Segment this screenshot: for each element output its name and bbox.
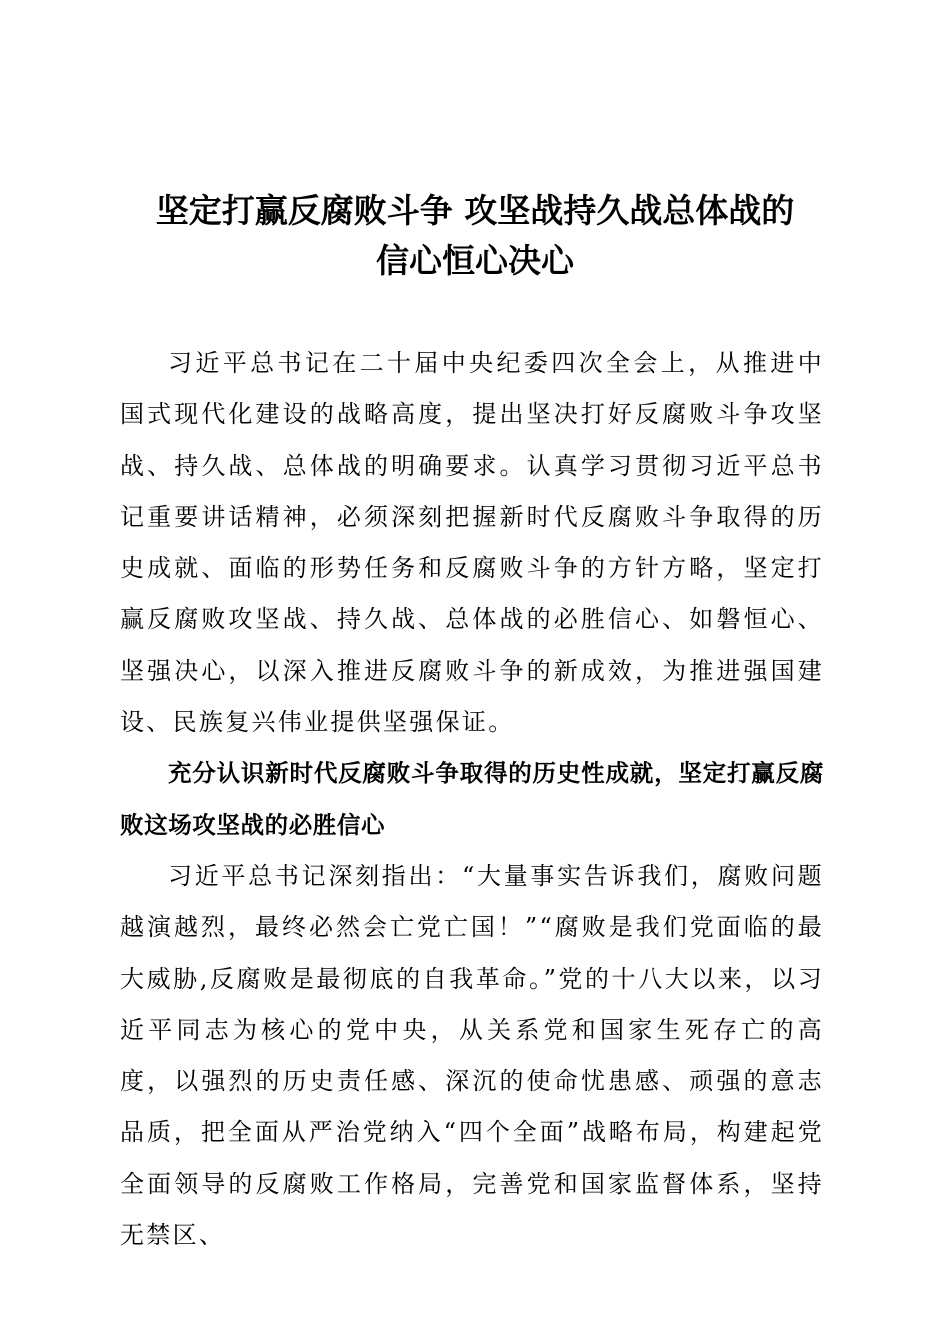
title-line-2: 信心恒心决心 bbox=[376, 241, 574, 280]
document-body bbox=[120, 338, 824, 1261]
intro-paragraph: 习近平总书记在二十届中央纪委四次全会上，从推进中国式现代化建设的战略高度，提出坚决打好反腐败斗争攻坚战、持久战、总体战的明确要求。认真学习贯彻习近平总书记重要讲话精神，必须深刻把握新时代反腐败斗争取得的历史成就、面临的形势任务和反腐败斗争的方针方略，坚定打赢反腐败攻坚战、持久战、总体战的必胜信心、如磐恒心、坚强决心，以深入推进反腐败斗争的新成效，为推进强国建设、民族复兴伟业提供坚强保证。 bbox=[120, 349, 824, 737]
section-heading: 充分认识新时代反腐败斗争取得的历史性成就，坚定打赢反腐败这场攻坚战的必胜信心 bbox=[120, 759, 824, 839]
section-paragraph: 习近平总书记深刻指出：“大量事实告诉我们，腐败问题越演越烈，最终必然会亡党亡国！”“腐败是我们党面临的最大威胁,反腐败是最彻底的自我革命。”党的十八大以来，以习近平同志为核心的党中央，从关系党和国家生死存亡的高度，以强烈的历史责任感、深沉的使命忧患感、顽强的意志品质，把全面从严治党纳入“四个全面”战略布局，构建起党全面领导的反腐败工作格局，完善党和国家监督体系，坚持无禁区、 bbox=[120, 861, 824, 1250]
title-line-1: 坚定打赢反腐败斗争 攻坚战持久战总体战的 bbox=[155, 191, 795, 230]
document-title bbox=[120, 186, 830, 286]
